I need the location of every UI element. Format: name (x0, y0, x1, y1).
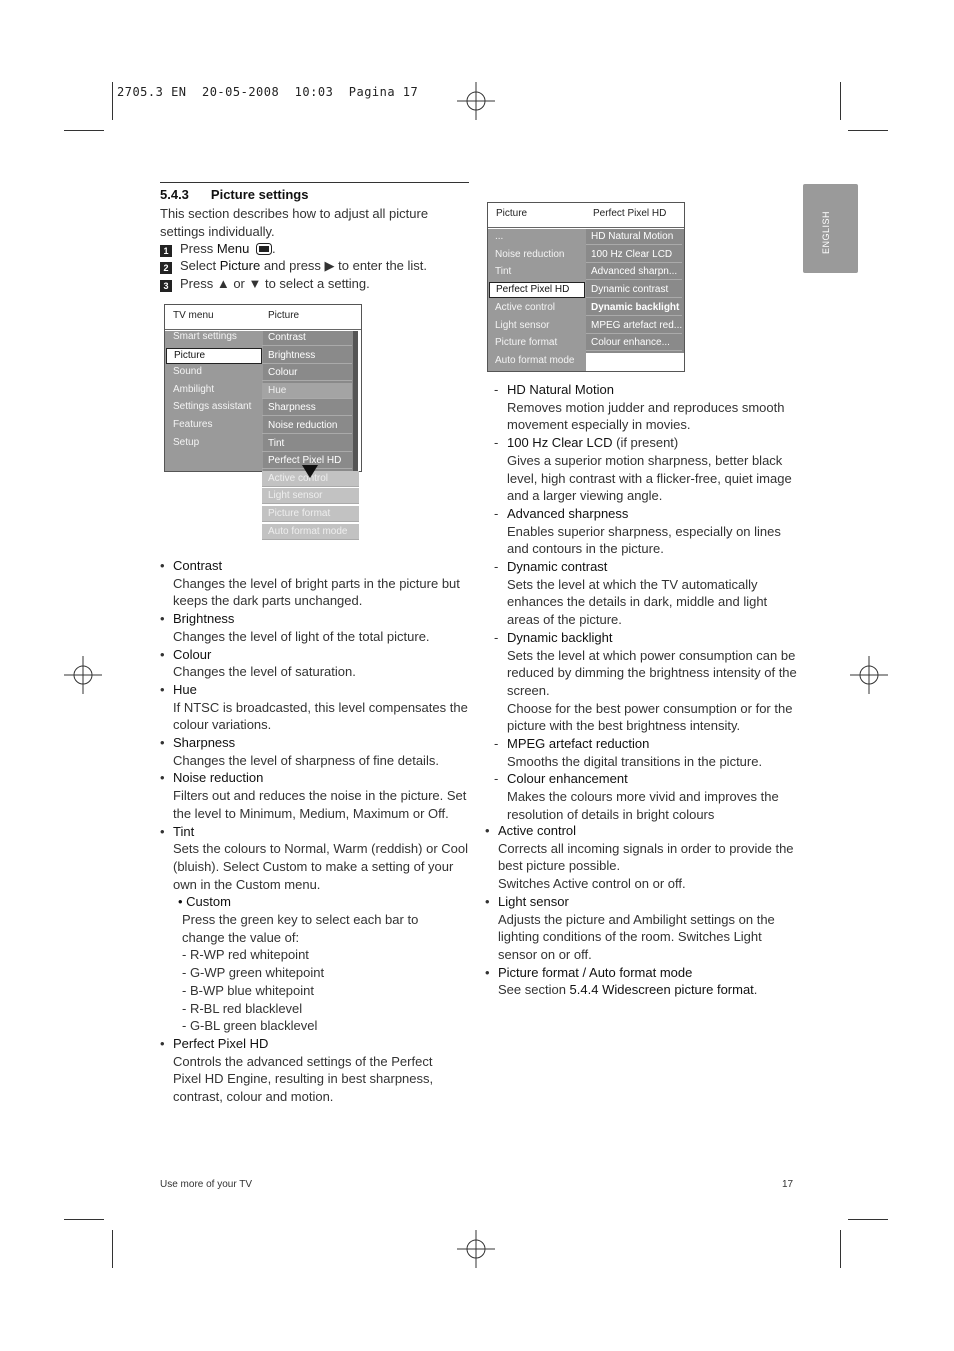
setting-item (485, 964, 798, 999)
pp-menu-item[interactable]: Active control (495, 301, 556, 313)
sub-setting-name: Advanced sharpness (507, 505, 629, 521)
sub-setting-description: Removes motion judder and reproduces smooth movement especially in movies. (507, 399, 785, 433)
sub-setting-title (507, 735, 797, 753)
pp-menu-item[interactable]: Noise reduction (495, 248, 565, 260)
custom-item: - R-BL red blacklevel (182, 1000, 303, 1016)
setting-title: Sharpness (173, 735, 236, 751)
sub-setting-item (494, 735, 797, 770)
tv-submenu-item[interactable]: Auto format mode (262, 524, 359, 540)
setting-item (160, 769, 473, 822)
pp-menu-item[interactable]: Light sensor (495, 319, 550, 331)
custom-item: - R-WP red whitepoint (182, 947, 309, 963)
sub-setting-name: Colour enhancement (507, 771, 628, 787)
tv-submenu-item[interactable]: Noise reduction (262, 418, 352, 434)
right-column-main (485, 822, 798, 999)
step-number: 1 (160, 245, 172, 257)
setting-description: Switches Active control on or off. (498, 876, 686, 892)
setting-title: Hue (173, 681, 197, 697)
sub-setting-title (507, 629, 797, 647)
pp-submenu-item[interactable]: 100 Hz Clear LCD (586, 247, 682, 263)
sub-setting-item (494, 770, 797, 823)
bullet-icon: • (160, 681, 165, 697)
bullet-icon: • (160, 823, 165, 839)
step-number: 3 (160, 280, 172, 292)
sub-setting-name: Dynamic backlight (507, 629, 613, 645)
setting-description: Changes the level of bright parts in the picture but keeps the dark parts unchanged. (173, 575, 460, 609)
crop-mark (848, 1219, 888, 1220)
sub-setting-description: Smooths the digital transitions in the picture. (507, 753, 763, 769)
tv-menu-item[interactable]: Features (173, 419, 213, 430)
print-header: 2705.3 EN 20-05-2008 10:03 Pagina 17 (117, 85, 419, 99)
sub-setting-title (507, 434, 797, 452)
tv-submenu-item[interactable]: Contrast (262, 330, 352, 346)
sub-setting-description: Gives a superior motion sharpness, better black level, high contrast with a flicker-free, quiet image and a larger viewing angle. (507, 452, 792, 504)
reference-text: See section (498, 982, 570, 998)
step-text: and press ▶ to enter the list. (260, 258, 428, 273)
dash-marker: - (494, 505, 499, 521)
pp-menu-title: Picture (496, 208, 528, 219)
dash-marker: - (494, 629, 499, 645)
section-title: Picture settings (210, 187, 309, 202)
step-text: Press (180, 241, 217, 256)
pp-menu-subtitle: Perfect Pixel HD (593, 208, 667, 219)
menu-scrollbar[interactable] (353, 331, 358, 471)
step-2 (160, 257, 427, 275)
dash-marker: - (494, 771, 499, 787)
page-number: 17 (782, 1179, 794, 1190)
tv-menu-item[interactable]: Picture (166, 348, 262, 364)
sub-setting-note: (if present) (612, 435, 679, 451)
setting-item (485, 822, 798, 893)
sub-setting-title (507, 381, 797, 399)
crop-mark (840, 1230, 841, 1268)
crop-mark (112, 82, 113, 120)
menu-key-label: Menu (216, 241, 250, 256)
setting-description: Corrects all incoming signals in order to provide the best picture possible. (498, 840, 794, 874)
sub-setting-item (494, 505, 797, 558)
bullet-icon: • (160, 611, 165, 627)
section-link[interactable]: 5.4.4 Widescreen picture format (569, 982, 754, 998)
dash-marker: - (494, 382, 499, 397)
setting-description: Changes the level of light of the total picture. (173, 628, 430, 644)
step-number: 2 (160, 262, 172, 274)
setting-title: Colour (173, 646, 212, 662)
bullet-icon: • (160, 646, 165, 662)
pp-menu-item[interactable]: Perfect Pixel HD (489, 282, 585, 298)
pp-menu-item[interactable]: Tint (495, 266, 512, 278)
custom-description: Press the green key to select each bar to change the value of: (182, 912, 419, 945)
sub-setting-name: HD Natural Motion (507, 382, 614, 397)
setting-description: Adjusts the picture and Ambilight settings on the lighting conditions of the room. Switches Light sensor on or off. (498, 911, 775, 962)
language-tab-label: ENGLISH (821, 210, 831, 254)
setting-description: Sets the colours to Normal, Warm (reddish) or Cool (bluish). Select Custom to make a setting of your own in the Custom menu. (173, 841, 469, 892)
registration-mark-icon (64, 656, 102, 694)
footer-text: Use more of your TV (160, 1179, 253, 1190)
setting-description: Controls the advanced settings of the Perfect Pixel HD Engine, resulting in best sharpness, contrast, colour and motion. (173, 1053, 434, 1105)
picture-label: Picture (219, 258, 261, 273)
down-arrow-icon (302, 465, 318, 478)
dash-marker: - (494, 559, 499, 575)
sub-setting-description: Sets the level at which the TV automatically enhances the details in dark, middle and light areas of the picture. (507, 576, 768, 628)
sub-setting-name: MPEG artefact reduction (507, 736, 650, 752)
sub-setting-description: Choose for the best power consumption or for the picture with the best brightness intensity. (507, 700, 793, 734)
dash-marker: - (494, 435, 499, 451)
pp-submenu-item[interactable]: HD Natural Motion (586, 229, 682, 245)
setting-description (498, 981, 798, 999)
sub-setting-title (507, 558, 797, 576)
bullet-icon: • (485, 964, 490, 980)
sub-setting-name: 100 Hz Clear LCD (507, 435, 613, 451)
menu-key-icon (256, 243, 272, 255)
tv-menu-title: TV menu (173, 310, 214, 321)
tv-menu-item[interactable]: Setup (173, 436, 200, 448)
sub-setting-item (494, 381, 797, 434)
setting-item (485, 893, 798, 964)
setting-description: Filters out and reduces the noise in the picture. Set the level to Minimum, Medium, Maximum or Off. (173, 788, 467, 821)
setting-description: Changes the level of saturation. (173, 664, 356, 680)
step-1: 1 Press Menu . (160, 240, 276, 258)
sub-setting-name: Dynamic contrast (507, 559, 608, 575)
dash-marker: - (494, 736, 499, 752)
registration-mark-icon (457, 82, 495, 120)
setting-title: Tint (173, 823, 195, 839)
custom-item: - G-BL green blacklevel (182, 1018, 318, 1034)
left-column (160, 557, 473, 1106)
tv-submenu-item[interactable]: Tint (262, 436, 352, 452)
setting-item (160, 734, 473, 769)
custom-title: • Custom (178, 894, 231, 910)
crop-mark (848, 130, 888, 131)
sub-setting-item (494, 434, 797, 505)
setting-item (160, 1035, 473, 1106)
tv-menu-item[interactable]: Settings assistant (173, 401, 252, 413)
tv-submenu-item[interactable]: Hue (262, 383, 352, 399)
section-rule (160, 182, 469, 183)
section-heading (160, 187, 308, 202)
sub-setting-item (494, 629, 797, 735)
bullet-icon: • (160, 735, 165, 751)
pp-menu-item[interactable]: Picture format (495, 337, 558, 349)
tv-menu-item[interactable]: Ambilight (173, 383, 215, 395)
pp-submenu-item[interactable]: Dynamic contrast (586, 282, 682, 298)
tv-submenu-item[interactable]: Colour (262, 365, 352, 381)
setting-description: Changes the level of sharpness of fine details. (173, 752, 439, 768)
section-number: 5.4.3 (160, 187, 189, 202)
setting-title: Active control (498, 823, 577, 838)
crop-mark (64, 130, 104, 131)
crop-mark (64, 1219, 104, 1220)
bullet-icon: • (160, 558, 165, 573)
setting-item (160, 557, 473, 610)
language-tab (803, 184, 858, 273)
setting-title: Contrast (173, 558, 223, 573)
bullet-icon: • (160, 1035, 165, 1051)
bullet-icon: • (160, 770, 165, 786)
tv-menu-subtitle: Picture (268, 310, 300, 321)
pp-submenu-item[interactable]: Dynamic backlight (586, 300, 682, 316)
pp-submenu-item[interactable]: Advanced sharpn... (586, 264, 682, 280)
tv-menu-item[interactable]: Sound (173, 366, 202, 378)
pp-menu-item[interactable]: Auto format mode (495, 354, 575, 366)
tv-submenu-item[interactable]: Brightness (262, 348, 352, 364)
setting-title: Perfect Pixel HD (173, 1035, 269, 1051)
crop-mark (840, 82, 841, 120)
step-text: Press ▲ or ▼ to select a setting. (180, 276, 370, 291)
pp-submenu-item[interactable]: MPEG artefact red... (586, 318, 682, 334)
setting-item (160, 646, 473, 681)
registration-mark-icon (850, 656, 888, 694)
custom-block (173, 893, 473, 1035)
setting-description: If NTSC is broadcasted, this level compensates the colour variations. (173, 699, 468, 733)
setting-item (160, 681, 473, 734)
registration-mark-icon (457, 1230, 495, 1268)
bullet-icon: • (485, 893, 490, 909)
sub-setting-title (507, 770, 797, 788)
custom-item: - B-WP blue whitepoint (182, 982, 314, 998)
sub-setting-description: Makes the colours more vivid and improves the resolution of details in bright colours (507, 789, 779, 822)
step-3 (160, 275, 370, 293)
menu-divider (488, 227, 684, 228)
bullet-icon: • (485, 823, 490, 838)
right-column-sub (494, 381, 797, 824)
intro-text: This section describes how to adjust all picture settings individually. (160, 206, 429, 239)
setting-title: Noise reduction (173, 770, 264, 786)
setting-title: Brightness (173, 611, 235, 627)
sub-setting-description: Enables superior sharpness, especially on lines and contours in the picture. (507, 523, 781, 557)
tv-submenu-item[interactable]: Perfect Pixel HD (262, 453, 352, 469)
sub-setting-title (507, 505, 797, 523)
tv-submenu-item[interactable]: Light sensor (262, 488, 359, 504)
sub-setting-description: Sets the level at which power consumption can be reduced by dimming the brightness intensity of the screen. (507, 647, 797, 698)
tv-menu-item[interactable]: Smart settings (173, 331, 237, 342)
setting-item (160, 610, 473, 645)
reference-text: . (753, 982, 758, 998)
setting-title: Picture format / Auto format mode (498, 964, 693, 980)
setting-title: Light sensor (498, 893, 569, 909)
pp-submenu-item[interactable]: Colour enhance... (586, 335, 682, 351)
tv-submenu-item[interactable]: Picture format (262, 506, 359, 522)
tv-submenu-item[interactable]: Active control (262, 471, 359, 487)
sub-setting-item (494, 558, 797, 629)
tv-submenu-item[interactable]: Sharpness (262, 400, 352, 416)
pp-menu-item[interactable]: ... (495, 231, 504, 242)
setting-item (160, 823, 473, 894)
step-text: Select (180, 258, 220, 273)
custom-item: - G-WP green whitepoint (182, 965, 325, 981)
crop-mark (112, 1230, 113, 1268)
